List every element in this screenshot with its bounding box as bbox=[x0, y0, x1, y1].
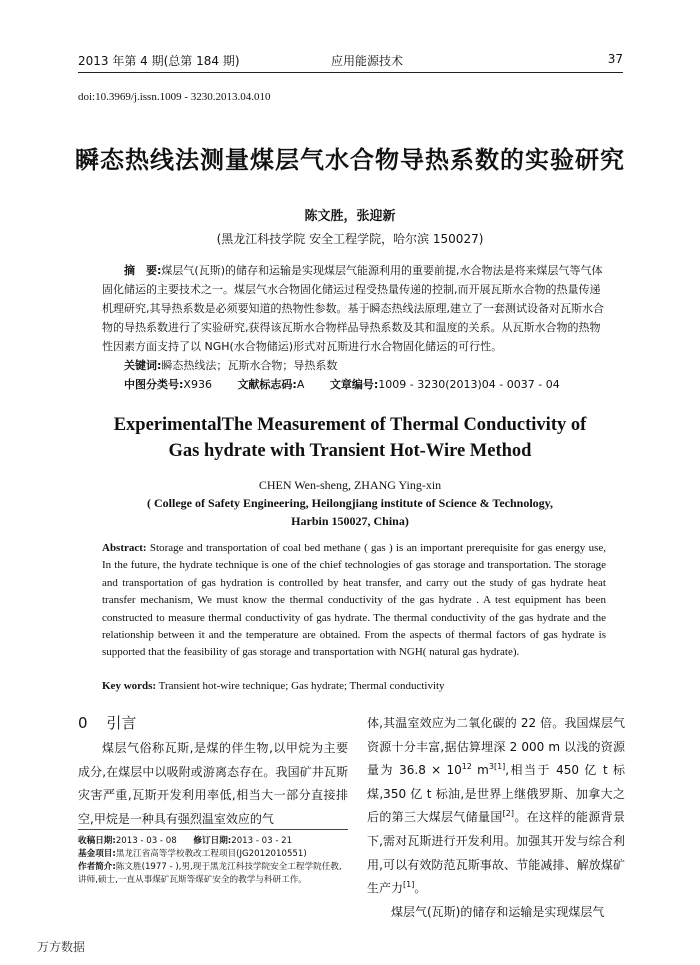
affiliation-en-line1: ( College of Safety Engineering, Heilongjiang institute of Science & Technology, bbox=[147, 496, 553, 510]
abstract-cn bbox=[102, 261, 606, 394]
revised-value: 2013 - 03 - 21 bbox=[231, 836, 293, 846]
authors-en: CHEN Wen-sheng, ZHANG Ying-xin bbox=[258, 478, 442, 492]
affiliation-cn: (黑龙江科技学院 安全工程学院，哈尔滨 150027) bbox=[216, 232, 484, 246]
title-en-line2: Gas hydrate with Transient Hot-Wire Method bbox=[168, 441, 532, 461]
article-no-value: 1009 - 3230(2013)04 - 0037 - 04 bbox=[378, 378, 560, 391]
doc-code-label: 文献标志码: bbox=[237, 378, 297, 391]
journal-name: 应用能源技术 bbox=[331, 54, 404, 68]
keywords-cn-text: 瞬态热线法；瓦斯水合物；导热系数 bbox=[161, 359, 338, 372]
title-cn: 瞬态热线法测量煤层气水合物导热系数的实验研究 bbox=[75, 146, 625, 174]
clc-value: X936 bbox=[183, 378, 212, 391]
body-left-column: 煤层气俗称瓦斯,是煤的伴生物,以甲烷为主要成分,在煤层中以吸附或游离态存在。我国矿井瓦斯灾害严重,瓦斯开发利用率低,相当大一部分直接排空,甲烷是一种具有强烈温室效应的气 bbox=[78, 741, 348, 826]
body-right-column bbox=[367, 712, 625, 924]
abstract-en bbox=[102, 540, 606, 662]
fund-label: 基金项目: bbox=[78, 849, 116, 859]
author-bio-value: 陈文胜(1977 - ),男,现于黑龙江科技学院安全工程学院任教,讲师,硕士,一直从事煤矿瓦斯等煤矿安全的教学与科研工作。 bbox=[78, 862, 342, 885]
section-number: 0 bbox=[78, 714, 88, 732]
authors-cn: 陈文胜，张迎新 bbox=[304, 209, 396, 224]
footnote-fund bbox=[78, 848, 348, 861]
section-title: 引言 bbox=[106, 714, 137, 732]
footnote-rule bbox=[78, 829, 348, 830]
keywords-en bbox=[102, 680, 606, 692]
body-right-para1: 体,其温室效应为二氧化碳的 22 倍。我国煤层气资源十分丰富,据估算埋深 2 000 m 以浅的资源量为 $36.8 \times 10^{12}$ $m^{3[1]}$,相当于 450 亿 t 标煤,350 亿 t 标油,是世界上继俄罗斯、加拿大之后的第三大煤层气储量国[2]。在这样的能源背景下,需对瓦斯进行开发利用。加强其开发与综合利用,可以有效防范瓦斯事故、节能减排、解放煤矿生产力[1]。 bbox=[367, 716, 625, 896]
classification-line bbox=[124, 375, 606, 394]
body-right-para2: 煤层气(瓦斯)的储存和运输是实现煤层气 bbox=[391, 904, 605, 919]
abstract-en-label: Abstract: bbox=[102, 542, 147, 554]
revised-label: 修订日期: bbox=[193, 836, 232, 846]
received-label: 收稿日期: bbox=[78, 836, 116, 846]
keywords-cn-label: 关键词: bbox=[124, 359, 162, 372]
issue-info: 2013 年第 4 期(总第 184 期) bbox=[78, 54, 240, 68]
title-en-line1: ExperimentalThe Measurement of Thermal Conductivity of bbox=[113, 415, 587, 435]
affiliation-en-line2: Harbin 150027, China) bbox=[291, 514, 409, 528]
abstract-cn-text: 煤层气(瓦斯)的储存和运输是实现煤层气能源利用的重要前提,水合物法是将来煤层气等气体固化储运的主要技术之一。煤层气水合物固化储运过程受热量传递的控制,而开展瓦斯水合物的热量传递机理研究,其导热系数是必须要知道的热物性参数。基于瞬态热线法原理,建立了一套测试设备对瓦斯水合物的导热系数进行了实验研究,获得该瓦斯水合物样品导热系数及其和温度的关系。从瓦斯水合物的热物性因素方面支持了以 NGH(水合物储运)形式对瓦斯进行水合物固化储运的可行性。 bbox=[102, 264, 604, 353]
abstract-cn-label: 摘 要: bbox=[124, 264, 162, 277]
running-header bbox=[78, 48, 623, 70]
section-heading bbox=[78, 712, 136, 733]
watermark: 万方数据 bbox=[37, 940, 86, 954]
clc-label: 中图分类号: bbox=[124, 378, 184, 391]
affiliation-en bbox=[0, 494, 700, 530]
footnote bbox=[78, 835, 348, 887]
doc-code-value: A bbox=[296, 378, 305, 391]
keywords-en-text: Transient hot-wire technique; Gas hydrate; Thermal conductivity bbox=[156, 680, 445, 692]
page-number: 37 bbox=[607, 52, 623, 66]
title-en bbox=[0, 412, 700, 464]
doi: doi:10.3969/j.issn.1009 - 3230.2013.04.010 bbox=[78, 91, 271, 103]
keywords-cn bbox=[124, 356, 606, 375]
footnote-author bbox=[78, 861, 348, 887]
header-rule bbox=[78, 72, 623, 73]
article-no-label: 文章编号: bbox=[329, 378, 379, 391]
author-bio-label: 作者简介: bbox=[78, 862, 116, 872]
footnote-dates bbox=[78, 835, 348, 848]
received-value: 2013 - 03 - 08 bbox=[115, 836, 177, 846]
fund-value: 黑龙江省高等学校教改工程项目(JG2012010551) bbox=[115, 849, 307, 859]
abstract-cn-body bbox=[102, 261, 606, 356]
keywords-en-label: Key words: bbox=[102, 680, 157, 692]
abstract-en-text: Storage and transportation of coal bed methane ( gas ) is an important prerequisite for gas energy use, In the future, the hydrate technique is one of the chief technologies of gas storage and transportation. The storage and transportation of gas hydration is controlled by heat transfer, and carry out the study of gas hydrate heat transfer mechanism, We must know the thermal conductivity of the gas hydrate . A test equipment has been constructed to measure thermal conductivity of gas hydrate. The thermal conductivity of the gas hydrate and the relationship between it and the temperature are obtained. From the aspects of thermal factors of gas hydrate is supported that the feasibility of gas storage and transportation with NGH( natural gas hydrate). bbox=[102, 542, 606, 659]
